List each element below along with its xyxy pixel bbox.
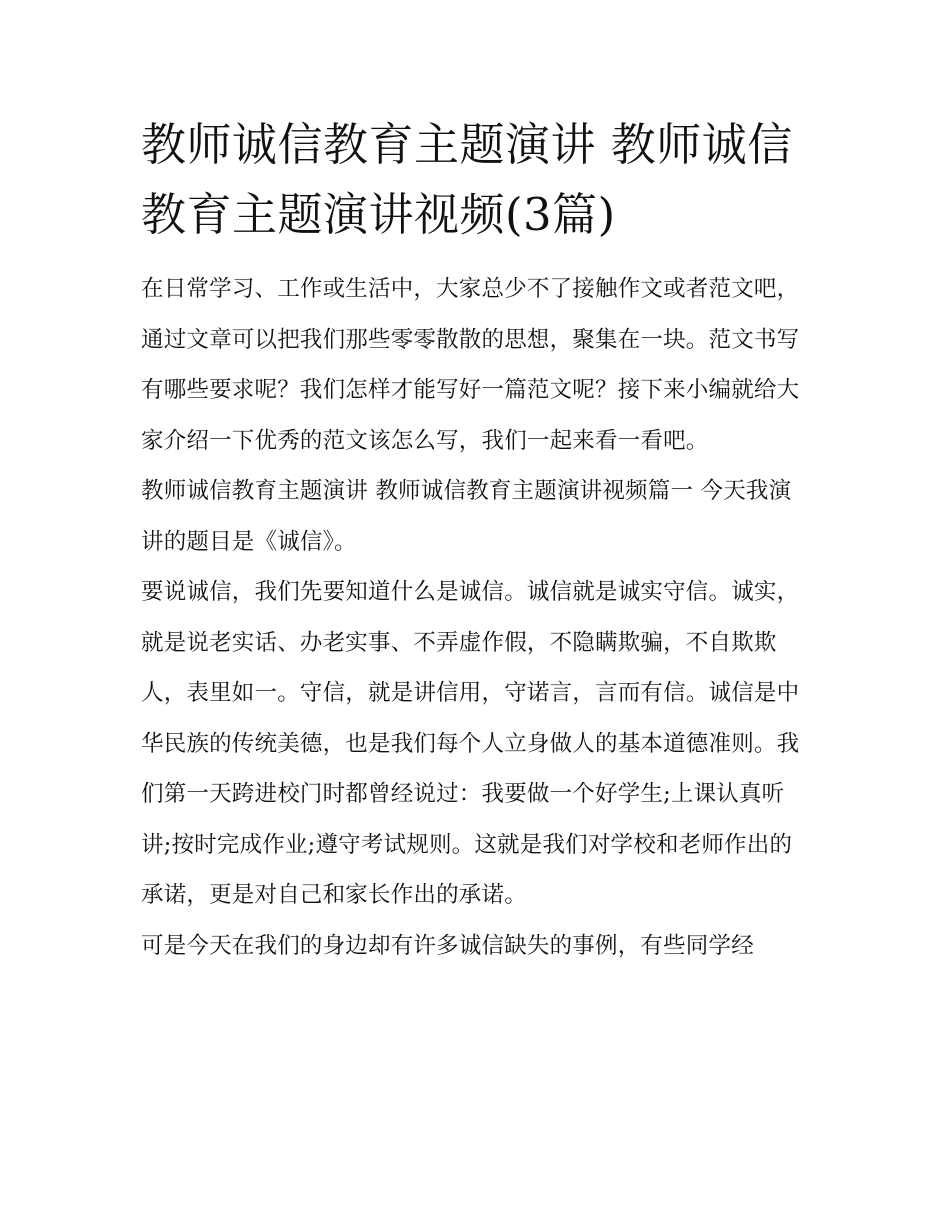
paragraph-speech-heading: 教师诚信教育主题演讲 教师诚信教育主题演讲视频篇一 今天我演讲的题目是《诚信》。 [141,478,792,555]
paragraph-integrity-lacking: 可是今天在我们的身边却有许多诚信缺失的事例，有些同学经 [141,932,754,959]
document-page [141,110,813,971]
paragraph-integrity-definition: 要说诚信，我们先要知道什么是诚信。诚信就是诚实守信。诚实，就是说老实话、办老实事、不弄虚作假，不隐瞒欺骗，不自欺欺人，表里如一。守信，就是讲信用，守诺言，言而有信。诚信是中华民族的传统美德，也是我们每个人立身做人的基本道德准则。我们第一天跨进校门时都曾经说过：我要做一个好学生;上课认真听讲;按时完成作业;遵守考试规则。这就是我们对学校和老师作出的承诺，更是对自己和家长作出的承诺。 [141,579,800,908]
paragraph-intro: 在日常学习、工作或生活中，大家总少不了接触作文或者范文吧，通过文章可以把我们那些零零散散的思想，聚集在一块。范文书写有哪些要求呢？我们怎样才能写好一篇范文呢？接下来小编就给大家介绍一下优秀的范文该怎么写，我们一起来看一看吧。 [141,276,800,454]
document-title: 教师诚信教育主题演讲 教师诚信教育主题演讲视频(3篇) [141,118,793,241]
